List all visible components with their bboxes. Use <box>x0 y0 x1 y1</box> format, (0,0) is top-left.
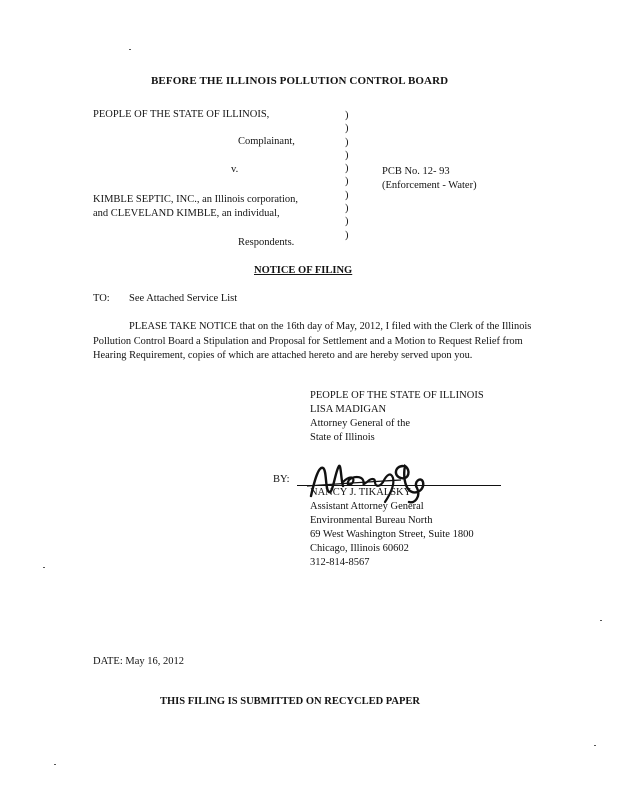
page-title: BEFORE THE ILLINOIS POLLUTION CONTROL BOARD <box>151 75 449 87</box>
paren: ) <box>345 110 349 121</box>
by-label: BY: <box>273 474 290 485</box>
case-number: PCB No. 12- 93 <box>382 166 450 177</box>
to-label: TO: <box>93 293 110 304</box>
paren: ) <box>345 136 349 148</box>
paren: ) <box>345 189 349 201</box>
respondent-line-2: and CLEVELAND KIMBLE, an individual, <box>93 208 280 219</box>
respondent-role: Respondents. <box>238 237 295 248</box>
bureau: Environmental Bureau North <box>310 515 433 526</box>
to-value: See Attached Service List <box>129 293 238 304</box>
filing-date: DATE: May 16, 2012 <box>93 656 184 667</box>
attorney-name: LISA MADIGAN <box>310 404 387 415</box>
notice-body: PLEASE TAKE NOTICE that on the 16th day of May, 2012, I filed with the Clerk of the Illinois Pollution Control Board a Stipulation and Proposal for Settlement and a Motion to Request Relief from Hearing Requirement, copies of which are attached hereto and are hereby served upon you. <box>93 321 532 362</box>
signer-title: Assistant Attorney General <box>310 501 424 512</box>
address-line-2: Chicago, Illinois 60602 <box>310 543 409 554</box>
scan-speck <box>43 567 45 568</box>
caption-parentheses <box>345 109 353 242</box>
paren: ) <box>345 149 349 161</box>
paren: ) <box>345 123 349 135</box>
scan-speck <box>594 745 596 746</box>
versus-label: v. <box>231 164 239 175</box>
attorney-title: Attorney General of the <box>310 418 411 429</box>
complainant-party: PEOPLE OF THE STATE OF ILLINOIS, <box>93 109 270 120</box>
signer-name: NANCY J. TIKALSKY <box>310 487 412 498</box>
paren: ) <box>345 163 349 175</box>
signature-party: PEOPLE OF THE STATE OF ILLINOIS <box>310 390 484 401</box>
attorney-state: State of Illinois <box>310 432 375 443</box>
paren: ) <box>345 229 349 241</box>
respondent-line-1: KIMBLE SEPTIC, INC., an Illinois corporation, <box>93 194 299 205</box>
scan-speck <box>600 620 602 621</box>
notice-title: NOTICE OF FILING <box>254 265 353 276</box>
paren: ) <box>345 203 349 215</box>
address-line-1: 69 West Washington Street, Suite 1800 <box>310 529 474 540</box>
scan-speck <box>54 764 56 765</box>
case-type: (Enforcement - Water) <box>382 180 477 191</box>
scan-speck <box>129 49 131 50</box>
complainant-role: Complainant, <box>238 136 295 147</box>
paren: ) <box>345 216 349 228</box>
recycled-paper-notice: THIS FILING IS SUBMITTED ON RECYCLED PAPER <box>160 696 421 707</box>
phone-number: 312-814-8567 <box>310 557 370 568</box>
paren: ) <box>345 176 349 188</box>
